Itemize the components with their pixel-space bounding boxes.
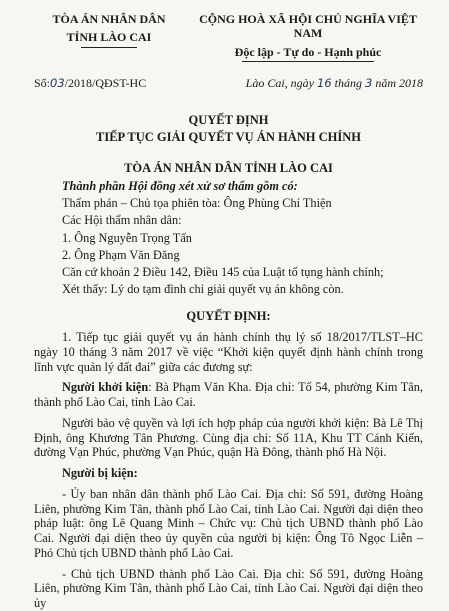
- plaintiff-text: : Bà Phạm Văn Kha. Địa chỉ: Tổ 54, phường Kim Tân, thành phố Lào Cai, tỉnh Lào Cai.: [34, 380, 423, 410]
- panel-juror-2: 2. Ông Phạm Văn Đăng: [62, 247, 180, 262]
- number-prefix: Số:: [34, 76, 51, 91]
- plaintiff-label: Người khởi kiện: [62, 380, 149, 395]
- court-line2: TỈNH LÀO CAI: [66, 30, 152, 45]
- defendant-2: - Chủ tịch UBND thành phố Lào Cai. Địa chỉ: Số 591, đường Hoàng Liên, phường Kim Tân, thành phố Lào Cai, tỉnh Lào Cai. Người đại diện theo ủy: [34, 566, 423, 611]
- year-text: năm 2018: [375, 76, 423, 91]
- nation-line1: CỘNG HOÀ XÃ HỘI CHỦ NGHĨA VIỆT NAM: [199, 12, 417, 41]
- panel-juror-1: 1. Ông Nguyễn Trọng Tấn: [62, 230, 192, 245]
- legal-basis: Căn cứ khoản 2 Điều 142, Điều 145 của Luật tố tụng hành chính;: [62, 265, 384, 280]
- reference-row: [34, 76, 423, 91]
- number-suffix: /2018/QĐST-HC: [64, 76, 147, 91]
- consideration: Xét thấy: Lý do tạm đình chỉ giải quyết vụ án không còn.: [62, 282, 344, 297]
- panel-jurors-label: Các Hội thẩm nhân dân:: [62, 213, 182, 228]
- defendant-heading: [34, 466, 423, 481]
- defendant-label: Người bị kiện:: [62, 466, 138, 481]
- court-header: [34, 12, 184, 62]
- court-line1: TÒA ÁN NHÂN DÂN: [52, 12, 166, 26]
- court-underline: [81, 47, 137, 48]
- court-name: TÒA ÁN NHÂN DÂN TỈNH LÀO CAI: [124, 160, 333, 175]
- place-prefix: Lào Cai, ngày: [245, 76, 315, 91]
- decision-item-1: 1. Tiếp tục giải quyết vụ án hành chính thụ lý số 18/2017/TLST–HC ngày 10 tháng 3 năm 2017 về việc “Khởi kiện quyết định hành chính trong lĩnh vực quản lý đất đai” giữa các đương sự:: [34, 330, 423, 374]
- month-label: tháng: [334, 76, 362, 91]
- nation-header: [193, 12, 423, 62]
- document-title: QUYẾT ĐỊNH: [188, 112, 269, 127]
- day-handwritten: 16: [317, 76, 332, 91]
- plaintiff-paragraph: [34, 380, 423, 410]
- decision-heading: QUYẾT ĐỊNH:: [186, 309, 271, 324]
- document-subtitle: TIẾP TỤC GIẢI QUYẾT VỤ ÁN HÀNH CHÍNH: [96, 129, 361, 144]
- place-date: [246, 76, 423, 91]
- protector-paragraph: Người bảo vệ quyền và lợi ích hợp pháp của người khởi kiện: Bà Lê Thị Định, ông Khương Tân Phương. Cùng địa chỉ: Số 11A, Khu TT Cánh Kiến, đường Vạn Phúc, phường Vạn Phúc, quận Hà Đông, thành phố Hà Nội.: [34, 415, 423, 460]
- month-handwritten: 3: [365, 76, 373, 91]
- nation-motto: Độc lập - Tự do - Hạnh phúc: [234, 44, 382, 59]
- motto-underline: [242, 61, 374, 62]
- document-header: [34, 12, 423, 62]
- number-handwritten: 03: [50, 76, 65, 91]
- document-number: [34, 76, 146, 91]
- defendant-1: - Ủy ban nhân dân thành phố Lào Cai. Địa chỉ: Số 591, đường Hoàng Liên, phường Kim Tân, thành phố Lào Cai, tỉnh Lào Cai. Người đại diện theo pháp luật: ông Lê Quang Minh – Chức vụ: Chủ tịch UBND thành phố Lào Cai. Người đại diện theo ủy quyền của người bị kiện: Ông Tô Ngọc Liễn – Phó Chủ tịch UBND thành phố Lào Cai.: [34, 486, 423, 560]
- panel-heading: Thành phần Hội đồng xét xử sơ thẩm gồm có:: [62, 178, 298, 193]
- panel-judge: Thẩm phán – Chủ tọa phiên tòa: Ông Phùng Chí Thiện: [62, 196, 332, 211]
